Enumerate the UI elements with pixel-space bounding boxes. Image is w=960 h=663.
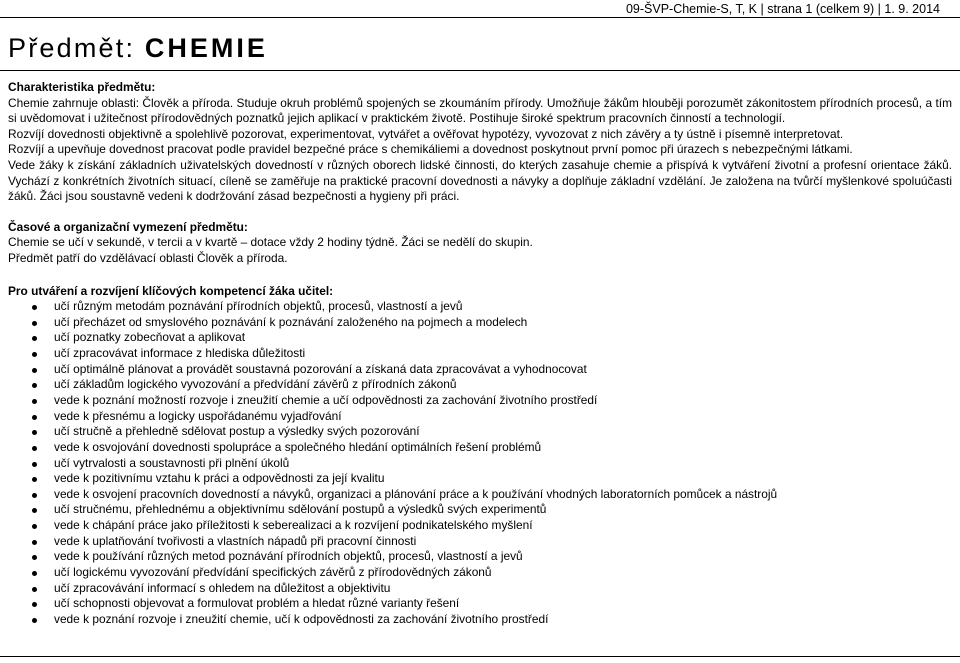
bullet-icon xyxy=(32,321,37,326)
list-item: učí vytrvalosti a soustavnosti při plnění úkolů xyxy=(8,456,952,472)
bullet-icon xyxy=(32,477,37,482)
characteristics-paragraph: Vede žáky k získání základních uživatelských dovedností v různých oborech lidské činnosti, do kterých zasahuje chemie a přispívá k vytváření životní a profesní orientace žáků. Vychází z konkrétních životních situací, cíleně se zaměřuje na praktické pracovní dovednosti a návyky a doplňuje základní vzdělání. Je založena na tvůrčí myšlenkové spoluúčasti žáků. Žáci jsou soustavně vedeni k dodržování zásad bezpečnosti a hygieny při práci. xyxy=(8,157,952,204)
list-item: učí optimálně plánovat a provádět soustavná pozorování a získaná data zpracovávat a vyhodnocovat xyxy=(8,362,952,378)
header-divider xyxy=(0,17,960,18)
bullet-icon xyxy=(32,430,37,435)
time-line: Chemie se učí v sekundě, v tercii a v kvartě – dotace vždy 2 hodiny týdně. Žáci se nedělí do skupin. xyxy=(8,235,533,250)
competences-list xyxy=(8,299,952,627)
list-item: učí logickému vyvozování předvídání specifických závěrů z přírodovědných zákonů xyxy=(8,565,952,581)
document-header-meta: 09-ŠVP-Chemie-S, T, K | strana 1 (celkem 9) | 1. 9. 2014 xyxy=(625,2,940,16)
bullet-icon xyxy=(32,555,37,560)
page-title-subject: CHEMIE xyxy=(144,33,268,63)
characteristics-paragraph: Chemie zahrnuje oblasti: Člověk a příroda. Studuje okruh problémů spojených se zkoumáním přírody. Umožňuje žákům hlouběji porozumět zákonitostem přírodních procesů, a tím si uvědomovat i užitečnost přírodovědných poznatků jejich aplikací v praktickém životě. Postihuje široké spektrum pracovních činností a technologií. xyxy=(8,95,952,126)
list-item: vede k pozitivnímu vztahu k práci a odpovědnosti za její kvalitu xyxy=(8,471,952,487)
list-item: učí stručně a přehledně sdělovat postup a výsledky svých pozorování xyxy=(8,424,952,440)
list-item: učí zpracovávat informace z hlediska důležitosti xyxy=(8,346,952,362)
bullet-icon xyxy=(32,352,37,357)
list-item: učí schopnosti objevovat a formulovat problém a hledat různé varianty řešení xyxy=(8,596,952,612)
list-item: učí zpracovávání informací s ohledem na důležitost a objektivitu xyxy=(8,581,952,597)
list-item: učí poznatky zobecňovat a aplikovat xyxy=(8,330,952,346)
title-divider xyxy=(0,70,960,71)
bullet-icon xyxy=(32,305,37,310)
bullet-icon xyxy=(32,571,37,576)
list-item: vede k osvojování dovednosti spolupráce a společného hledání optimálních řešení problémů xyxy=(8,440,952,456)
characteristics-paragraph: Rozvíjí a upevňuje dovednost pracovat podle pravidel bezpečné práce s chemikáliemi a dovednost poskytnout první pomoc při úrazech s nebezpečnými látkami. xyxy=(8,142,853,157)
list-item: učí stručnému, přehlednému a objektivnímu sdělování postupů a výsledků svých experimentů xyxy=(8,502,952,518)
list-item: vede k přesnému a logicky uspořádanému vyjadřování xyxy=(8,409,952,425)
characteristics-paragraph: Rozvíjí dovednosti objektivně a spolehlivě pozorovat, experimentovat, vytvářet a ověřovat hypotézy, vyvozovat z nich závěry a ty ústně i písemně interpretovat. xyxy=(8,126,844,141)
list-item: vede k poznání možností rozvoje i zneužití chemie a učí odpovědnosti za zachování životního prostředí xyxy=(8,393,952,409)
list-item: učí různým metodám poznávání přírodních objektů, procesů, vlastností a jevů xyxy=(8,299,952,315)
list-item: vede k používání různých metod poznávání přírodních objektů, procesů, vlastností a jevů xyxy=(8,549,952,565)
bullet-icon xyxy=(32,462,37,467)
bullet-icon xyxy=(32,508,37,513)
bullet-icon xyxy=(32,415,37,420)
bullet-icon xyxy=(32,493,37,498)
footer-divider xyxy=(0,656,960,657)
page-title xyxy=(8,31,268,65)
bullet-icon xyxy=(32,587,37,592)
characteristics-heading: Charakteristika předmětu: xyxy=(8,80,156,94)
bullet-icon xyxy=(32,540,37,545)
list-item: vede k chápání práce jako příležitosti k seberealizaci a k rozvíjení podnikatelského myšlení xyxy=(8,518,952,534)
document-body xyxy=(8,80,952,628)
bullet-icon xyxy=(32,618,37,623)
list-item: učí základům logického vyvozování a předvídání závěrů z přírodních zákonů xyxy=(8,377,952,393)
list-item: učí přecházet od smyslového poznávání k poznávání založeného na pojmech a modelech xyxy=(8,315,952,331)
bullet-icon xyxy=(32,336,37,341)
page-title-label: Předmět: xyxy=(8,33,136,63)
list-item: vede k poznání rozvoje i zneužití chemie, učí k odpovědnosti za zachování životního prostředí xyxy=(8,612,952,628)
time-line: Předmět patří do vzdělávací oblasti Člověk a příroda. xyxy=(8,250,288,265)
bullet-icon xyxy=(32,602,37,607)
bullet-icon xyxy=(32,446,37,451)
time-heading: Časové a organizační vymezení předmětu: xyxy=(8,219,248,234)
competences-heading: Pro utváření a rozvíjení klíčových kompetencí žáka učitel: xyxy=(8,283,334,298)
bullet-icon xyxy=(32,383,37,388)
list-item: vede k uplatňování tvořivosti a vlastních nápadů při pracovní činnosti xyxy=(8,534,952,550)
list-item: vede k osvojení pracovních dovedností a návyků, organizaci a plánování práce a k používání vhodných laboratorních pomůcek a nástrojů xyxy=(8,487,952,503)
bullet-icon xyxy=(32,524,37,529)
bullet-icon xyxy=(32,399,37,404)
bullet-icon xyxy=(32,368,37,373)
